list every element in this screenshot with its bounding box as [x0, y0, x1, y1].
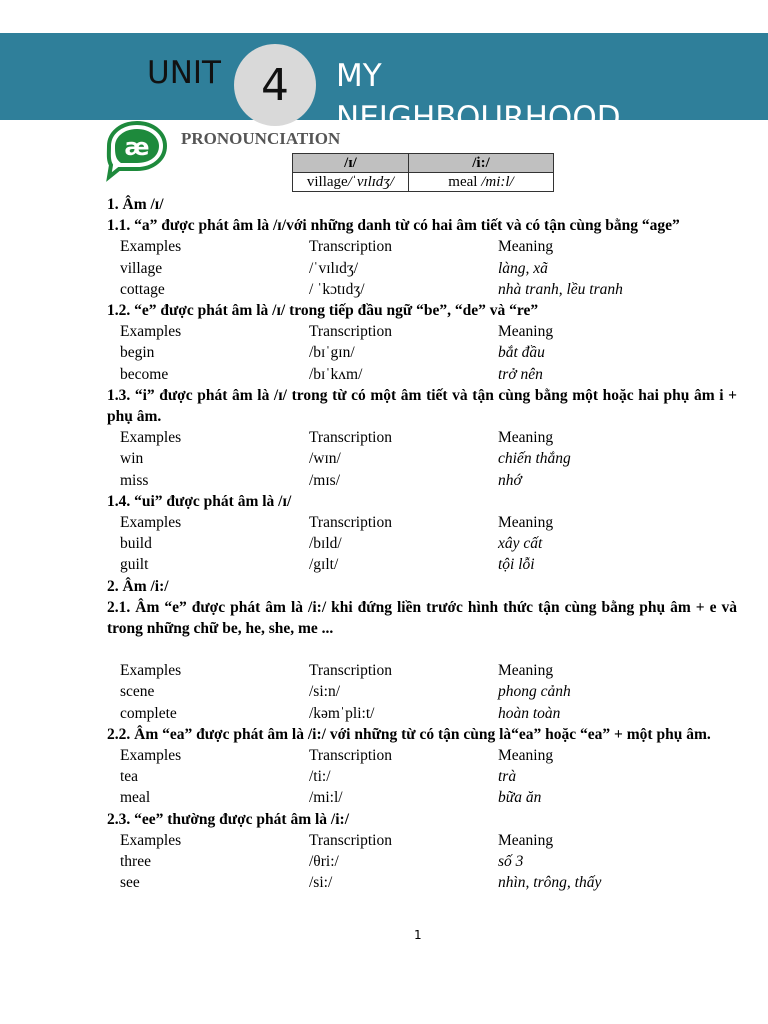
- example-word: begin: [120, 344, 155, 362]
- example-row: [107, 703, 737, 724]
- transcription-header: Transcription: [309, 831, 392, 849]
- page-number: 1: [414, 928, 422, 942]
- rule-heading: 1.4. “ui” được phát âm là /ɪ/: [107, 492, 292, 510]
- example-meaning: tội lỗi: [498, 556, 535, 574]
- example-row: [107, 470, 737, 491]
- rule-heading: 1.2. “e” được phát âm là /ɪ/ trong tiếp đầu ngữ “be”, “de” và “re”: [107, 302, 539, 320]
- meaning-header: Meaning: [498, 429, 554, 447]
- example-row: [107, 448, 737, 469]
- meaning-header: Meaning: [498, 747, 554, 765]
- meaning-header: Meaning: [498, 323, 554, 341]
- example-word: complete: [120, 704, 177, 722]
- speech-bubble-ae-icon: [105, 119, 169, 179]
- example-row: [107, 279, 737, 300]
- unit-label: UNIT: [147, 55, 221, 91]
- transcription-header: Transcription: [309, 429, 392, 447]
- examples-header: Examples: [120, 323, 182, 341]
- example-row: [107, 851, 737, 872]
- example-meaning: xây cất: [498, 535, 543, 553]
- phoneme-example-short-i: [293, 173, 409, 192]
- example-transcription: /bɪˈgɪn/: [309, 344, 355, 362]
- example-meaning: phong cảnh: [498, 683, 571, 701]
- example-word: see: [120, 874, 140, 892]
- column-header-row: [107, 512, 737, 533]
- transcription-header: Transcription: [309, 747, 392, 765]
- example-meaning: nhìn, trông, thấy: [498, 874, 602, 892]
- examples-header: Examples: [120, 747, 182, 765]
- example-row: [107, 533, 737, 554]
- example-row: [107, 872, 737, 893]
- phoneme-example-long-i: [409, 173, 554, 192]
- example-meaning: số 3: [498, 853, 524, 871]
- examples-header: Examples: [120, 662, 182, 680]
- rule-heading: 1.3. “i” được phát âm là /ɪ/ trong từ có một âm tiết và tận cùng bằng một hoặc hai phụ âm i + phụ âm.: [107, 386, 737, 426]
- example-meaning: hoàn toàn: [498, 704, 561, 722]
- column-header-row: [107, 236, 737, 257]
- rule-heading: 2.3. “ee” thường được phát âm là /i:/: [107, 810, 350, 828]
- rule-heading: 2.2. Âm “ea” được phát âm là /i:/ với những từ có tận cùng là“ea” hoặc “ea” + một phụ âm.: [107, 725, 711, 743]
- example-transcription: /θri:/: [309, 853, 339, 871]
- example-transcription: /mi:l/: [309, 789, 343, 807]
- example-transcription: / ˈkɔtɪdʒ/: [309, 280, 365, 298]
- example-meaning: nhà tranh, lều tranh: [498, 280, 623, 298]
- rule-heading: 2. Âm /i:/: [107, 577, 169, 595]
- example-row: [107, 681, 737, 702]
- example-row: [107, 342, 737, 363]
- example-word: guilt: [120, 556, 149, 574]
- phoneme-cell-text: village/ˈvɪlɪdʒ/: [306, 173, 395, 190]
- meaning-header: Meaning: [498, 238, 554, 256]
- example-word: cottage: [120, 280, 165, 298]
- example-transcription: /kəmˈpli:t/: [309, 704, 375, 722]
- example-row: [107, 787, 737, 808]
- example-row: [107, 766, 737, 787]
- example-word: tea: [120, 768, 139, 786]
- example-word: scene: [120, 683, 155, 701]
- example-word: miss: [120, 471, 149, 489]
- example-meaning: trở nên: [498, 365, 543, 383]
- example-transcription: /bɪˈkʌm/: [309, 365, 363, 383]
- example-word: meal: [120, 789, 151, 807]
- example-meaning: bắt đầu: [498, 344, 545, 362]
- example-transcription: /ti:/: [309, 768, 331, 786]
- meaning-header: Meaning: [498, 831, 554, 849]
- transcription-header: Transcription: [309, 323, 392, 341]
- spacer: [107, 639, 737, 660]
- examples-header: Examples: [120, 429, 182, 447]
- example-meaning: bữa ăn: [498, 789, 542, 807]
- phoneme-header-long-i: /i:/: [409, 154, 554, 173]
- column-header-row: [107, 660, 737, 681]
- transcription-header: Transcription: [309, 238, 392, 256]
- examples-header: Examples: [120, 514, 182, 532]
- example-meaning: trà: [498, 768, 517, 786]
- example-row: [107, 554, 737, 575]
- example-row: [107, 364, 737, 385]
- meaning-header: Meaning: [498, 662, 554, 680]
- example-word: become: [120, 365, 169, 383]
- example-transcription: /ˈvɪlɪdʒ/: [309, 259, 359, 277]
- example-row: [107, 258, 737, 279]
- example-transcription: /gɪlt/: [309, 556, 339, 574]
- example-transcription: /si:n/: [309, 683, 341, 701]
- section-title: PRONOUNCIATION: [181, 129, 341, 148]
- phoneme-table: [292, 153, 554, 192]
- example-transcription: /wɪn/: [309, 450, 341, 468]
- column-header-row: [107, 321, 737, 342]
- example-word: village: [120, 259, 163, 277]
- rule-heading: 1.1. “a” được phát âm là /ɪ/với những danh từ có hai âm tiết và có tận cùng bằng “age”: [107, 217, 680, 235]
- meaning-header: Meaning: [498, 514, 554, 532]
- svg-text:æ: æ: [124, 133, 150, 161]
- example-transcription: /si:/: [309, 874, 333, 892]
- example-meaning: nhớ: [498, 471, 522, 489]
- example-word: win: [120, 450, 144, 468]
- examples-header: Examples: [120, 831, 182, 849]
- phoneme-header-short-i: /ɪ/: [293, 154, 409, 173]
- column-header-row: [107, 427, 737, 448]
- example-meaning: chiến thắng: [498, 450, 571, 468]
- example-word: build: [120, 535, 152, 553]
- transcription-header: Transcription: [309, 514, 392, 532]
- rule-heading: 2.1. Âm “e” được phát âm là /i:/ khi đứng liền trước hình thức tận cùng bằng phụ âm + e và trong những chữ be, he, she, me ...: [107, 598, 737, 638]
- transcription-header: Transcription: [309, 662, 392, 680]
- phoneme-cell-text: meal /mi:l/: [448, 173, 514, 190]
- examples-header: Examples: [120, 238, 182, 256]
- column-header-row: [107, 745, 737, 766]
- example-transcription: /bɪld/: [309, 535, 342, 553]
- example-transcription: /mɪs/: [309, 471, 341, 489]
- pronunciation-content: [107, 194, 737, 894]
- example-word: three: [120, 853, 151, 871]
- example-meaning: làng, xã: [498, 259, 548, 277]
- unit-number-badge: 4: [234, 44, 316, 126]
- unit-title: MY NEIGHBOURHOOD: [336, 58, 621, 136]
- column-header-row: [107, 830, 737, 851]
- rule-heading: 1. Âm /ɪ/: [107, 196, 164, 213]
